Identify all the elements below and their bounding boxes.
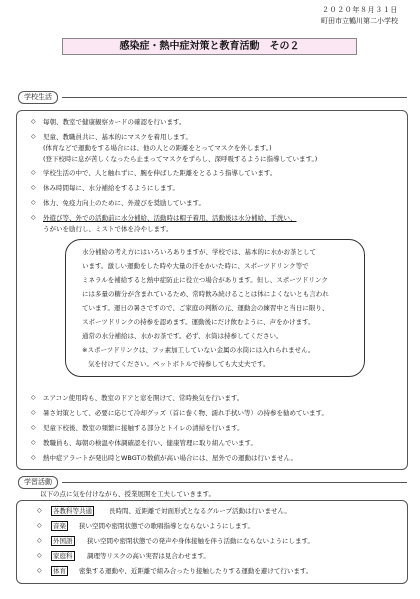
learning-item: 調理等リスクの高い実習は見合わせます。 [87, 552, 210, 560]
water-callout [65, 239, 365, 377]
list-item: 休み時間毎に、水分補給をするようにします。 [43, 184, 179, 192]
list-item: 熱中症アラートが発出時とWBGTの数値が高い場合には、屋外での運動は行いません。 [43, 454, 297, 462]
school-life-box [16, 110, 408, 470]
bullet-icon: ◇ [31, 214, 36, 221]
section-divider [62, 97, 407, 98]
list-item: 教職員も、毎朝の検温や体調確認を行い、健康管理に取り組んでいます。 [43, 439, 257, 447]
bullet-icon: ◇ [31, 424, 36, 431]
callout-line: 水分補給の考え方にはいろいろありますが、学校では、基本的に水かお茶として [82, 248, 316, 256]
document-date: ２０２０年８月３１日 [322, 6, 398, 14]
callout-line: ※スポーツドリンクは、フッ素加工していない金属の水筒には入れられません。 [82, 346, 315, 354]
learning-item: 密集する運動や、近距離で組み合ったり接触したりする運動を避けて行います。 [79, 567, 313, 575]
bullet-icon: ◇ [31, 409, 36, 416]
bullet-icon: ◇ [37, 552, 42, 559]
list-item: 児童下校後、教室の頻繁に接触する部分とトイレの清掃を行います。 [43, 424, 244, 432]
subject-tag: 体育 [53, 567, 66, 575]
subject-tag: 外国語 [53, 537, 73, 545]
callout-line: ミネラルを補給すると熱中症防止に役立つ場合があります。但し、スポーツドリンク [82, 276, 328, 284]
learning-item: 長時間、近距離で対面形式となるグループ活動は行いません。 [109, 507, 291, 515]
document-title: 感染症・熱中症対策と教育活動 その２ [62, 38, 357, 55]
subject-tag: 各教科等共通 [53, 507, 92, 515]
list-item-note: (登下校時に息が苦しくなったら止まってマスクをずらし、深呼吸するように指導しています。) [43, 155, 318, 163]
callout-line: スポーツドリンクの持参を認めます。運動後にだけ飲むように、声をかけます。 [82, 318, 315, 326]
bullet-icon: ◇ [37, 507, 42, 514]
bullet-icon: ◇ [37, 537, 42, 544]
callout-line: 気を付けてください。ペットボトルで持参しても大丈夫です。 [88, 360, 270, 368]
subject-tag: 音楽 [53, 522, 66, 530]
callout-line: ています。運日の暑さですので、ご家庭の判断の元、運動会の練習中と当日に限り、 [82, 304, 329, 312]
school-name: 町田市立鶴川第二小学校 [321, 17, 398, 25]
learning-item: 狭い空間や密閉状態での発声や身体接触を伴う活動にならないようにします。 [87, 537, 314, 545]
bullet-icon: ◇ [37, 522, 42, 529]
learning-intro: 以下の点に気を付けながら、授業展開を工夫していきます。 [40, 490, 215, 498]
bullet-icon: ◇ [31, 199, 36, 206]
list-item: エアコン使用時も、教室のドアと窓を開けて、常時換気を行います。 [43, 394, 244, 402]
list-item: 外遊び等、外での活動前に水分補給、活動時は帽子着用、活動後は水分補給、手洗い、 [43, 214, 297, 222]
list-item: 暑さ対策として、必要に応じて冷却グッズ（首に巻く物、濡れ手拭い等）の持参を勧めています。 [43, 409, 329, 417]
learning-item: 狭い空間や密閉状態での歌唱指導とならないようにします。 [79, 522, 254, 530]
list-item-continued: うがいを励行し、ミストで体を冷やします。 [43, 225, 173, 233]
list-item: 体力、免疫力向上のために、外遊びを奨励しています。 [43, 199, 205, 207]
bullet-icon: ◇ [31, 169, 36, 176]
section-label-school-life: 学校生活 [18, 91, 58, 104]
list-item: 児童、教職員共に、基本的にマスクを着用します。 [43, 133, 192, 141]
list-item-note: (体育などで運動をする場合には、他の人との距離をとってマスクを外します。) [43, 144, 272, 152]
section-divider [62, 482, 407, 483]
subject-tag: 家庭科 [53, 552, 73, 560]
list-item: 毎朝、教室で健康観察カードの確認を行います。 [43, 118, 186, 126]
callout-line: 通常の水分補給は、水かお茶です。必ず、水筒は持参してください。 [82, 332, 283, 340]
bullet-icon: ◇ [31, 439, 36, 446]
learning-box [16, 500, 408, 584]
section-label-learning: 学習活動 [18, 476, 58, 489]
callout-line: には多量の糖分が含まれているため、常時飲み続けることは体によくないとも言われ [82, 290, 329, 298]
bullet-icon: ◇ [31, 133, 36, 140]
bullet-icon: ◇ [37, 567, 42, 574]
bullet-icon: ◇ [31, 118, 36, 125]
bullet-icon: ◇ [31, 184, 36, 191]
bullet-icon: ◇ [31, 394, 36, 401]
callout-line: います。激しい運動をした時や大量の汗をかいた時に、スポーツドリンク等で [82, 262, 309, 270]
bullet-icon: ◇ [31, 454, 36, 461]
list-item: 学校生活の中で、人と触れずに、腕を伸ばした距離をとるよう指導しています。 [43, 169, 277, 177]
